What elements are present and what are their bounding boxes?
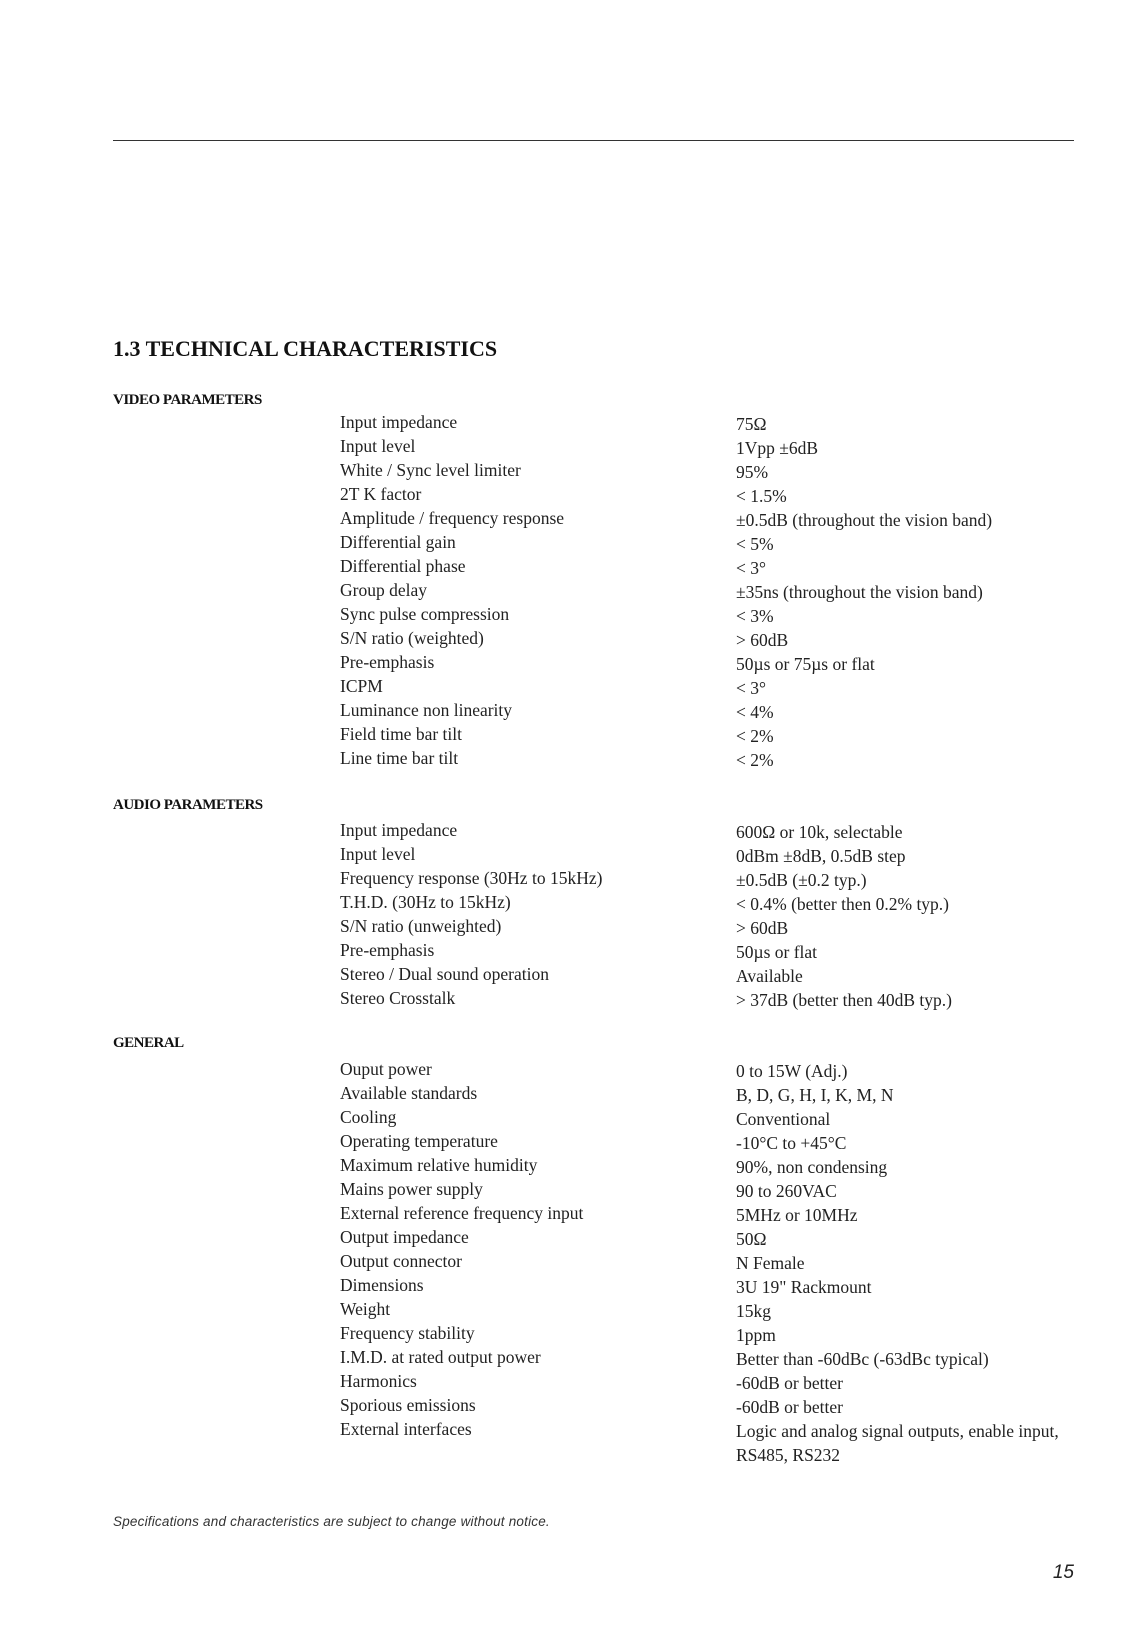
spec-row: [0, 820, 1127, 844]
spec-label: Cooling: [340, 1107, 397, 1127]
spec-value: 75Ω: [736, 414, 767, 434]
spec-label: Pre-emphasis: [340, 940, 435, 960]
spec-list: [0, 1059, 1127, 1467]
spec-label: Output impedance: [340, 1227, 469, 1247]
spec-label: Maximum relative humidity: [340, 1155, 538, 1175]
spec-row: [0, 892, 1127, 916]
spec-row: [0, 844, 1127, 868]
spec-row: [0, 1203, 1127, 1227]
spec-row: [0, 1131, 1127, 1155]
spec-value: 3U 19" Rackmount: [736, 1277, 872, 1297]
page-number: 15: [1052, 1562, 1074, 1583]
spec-value: B, D, G, H, I, K, M, N: [736, 1085, 894, 1105]
spec-value: 90 to 260VAC: [736, 1181, 837, 1201]
spec-label: I.M.D. at rated output power: [340, 1347, 541, 1367]
spec-row: [0, 436, 1127, 460]
spec-value: Better than -60dBc (-63dBc typical): [736, 1349, 989, 1369]
section-heading: GENERAL: [113, 1035, 184, 1051]
spec-value: 1ppm: [736, 1325, 776, 1345]
spec-row: [0, 484, 1127, 508]
spec-label: White / Sync level limiter: [340, 460, 521, 480]
spec-row: [0, 652, 1127, 676]
spec-row: [0, 988, 1127, 1012]
spec-label: Input level: [340, 436, 416, 456]
spec-value: ±35ns (throughout the vision band): [736, 582, 983, 602]
spec-value: -60dB or better: [736, 1373, 843, 1393]
spec-row: [0, 1395, 1127, 1419]
spec-label: External reference frequency input: [340, 1203, 584, 1223]
spec-value: < 2%: [736, 750, 774, 770]
spec-row: [0, 1323, 1127, 1347]
spec-row: [0, 916, 1127, 940]
spec-row: [0, 460, 1127, 484]
spec-row: [0, 508, 1127, 532]
spec-row: [0, 1179, 1127, 1203]
spec-label: Group delay: [340, 580, 427, 600]
spec-label: Frequency response (30Hz to 15kHz): [340, 868, 603, 888]
spec-value: ±0.5dB (throughout the vision band): [736, 510, 993, 530]
spec-row: [0, 1083, 1127, 1107]
spec-row: [0, 1059, 1127, 1083]
spec-row: [0, 1107, 1127, 1131]
spec-label: External interfaces: [340, 1419, 472, 1439]
spec-row: [0, 964, 1127, 988]
spec-value: < 5%: [736, 534, 774, 554]
spec-row: [0, 1371, 1127, 1395]
spec-value: -60dB or better: [736, 1397, 843, 1417]
spec-row: [0, 580, 1127, 604]
spec-value: Conventional: [736, 1109, 831, 1129]
spec-value: 5MHz or 10MHz: [736, 1205, 858, 1225]
spec-value: > 37dB (better then 40dB typ.): [736, 990, 952, 1010]
spec-label: Mains power supply: [340, 1179, 483, 1199]
spec-value: < 3°: [736, 558, 766, 578]
section-heading: VIDEO PARAMETERS: [113, 392, 262, 408]
spec-label: Frequency stability: [340, 1323, 475, 1343]
spec-value: 600Ω or 10k, selectable: [736, 822, 903, 842]
spec-value: 50µs or 75µs or flat: [736, 654, 875, 674]
spec-label: Input level: [340, 844, 416, 864]
spec-label: Output connector: [340, 1251, 462, 1271]
spec-value: 1Vpp ±6dB: [736, 438, 819, 458]
spec-label: Available standards: [340, 1083, 478, 1103]
spec-value: < 3°: [736, 678, 766, 698]
spec-value: ±0.5dB (±0.2 typ.): [736, 870, 867, 890]
spec-label: Input impedance: [340, 412, 458, 432]
spec-value: 15kg: [736, 1301, 771, 1321]
spec-label: 2T K factor: [340, 484, 422, 504]
spec-value: > 60dB: [736, 630, 789, 650]
spec-row: [0, 940, 1127, 964]
spec-row: [0, 1299, 1127, 1323]
spec-value: -10°C to +45°C: [736, 1133, 847, 1153]
spec-label: Luminance non linearity: [340, 700, 513, 720]
spec-value: < 2%: [736, 726, 774, 746]
spec-label: Stereo Crosstalk: [340, 988, 456, 1008]
spec-row: [0, 676, 1127, 700]
spec-row: [0, 532, 1127, 556]
spec-row: [0, 1251, 1127, 1275]
spec-row: [0, 700, 1127, 724]
spec-value: < 3%: [736, 606, 774, 626]
spec-row: [0, 1155, 1127, 1179]
spec-row: [0, 1275, 1127, 1299]
spec-label: Ouput power: [340, 1059, 432, 1079]
spec-label: Sync pulse compression: [340, 604, 510, 624]
spec-label: Harmonics: [340, 1371, 417, 1391]
spec-value: 0dBm ±8dB, 0.5dB step: [736, 846, 906, 866]
spec-label: S/N ratio (unweighted): [340, 916, 502, 936]
spec-label: Line time bar tilt: [340, 748, 459, 768]
spec-label: T.H.D. (30Hz to 15kHz): [340, 892, 511, 912]
spec-row: [0, 868, 1127, 892]
spec-label: S/N ratio (weighted): [340, 628, 484, 648]
spec-value: Logic and analog signal outputs, enable input, RS485, RS232: [736, 1421, 1059, 1465]
spec-label: Field time bar tilt: [340, 724, 462, 744]
spec-value: < 4%: [736, 702, 774, 722]
spec-label: Sporious emissions: [340, 1395, 476, 1415]
spec-row: [0, 724, 1127, 748]
spec-row: [0, 1419, 1127, 1467]
spec-value: 0 to 15W (Adj.): [736, 1061, 848, 1081]
spec-row: [0, 412, 1127, 436]
section-heading: AUDIO PARAMETERS: [113, 797, 263, 813]
spec-label: Input impedance: [340, 820, 458, 840]
spec-value: < 1.5%: [736, 486, 787, 506]
spec-row: [0, 628, 1127, 652]
spec-row: [0, 556, 1127, 580]
spec-row: [0, 1347, 1127, 1371]
spec-label: ICPM: [340, 676, 383, 696]
spec-value: 50Ω: [736, 1229, 767, 1249]
spec-label: Operating temperature: [340, 1131, 498, 1151]
spec-label: Stereo / Dual sound operation: [340, 964, 549, 984]
spec-row: [0, 604, 1127, 628]
spec-value: Available: [736, 966, 803, 986]
spec-value: 90%, non condensing: [736, 1157, 888, 1177]
spec-value: < 0.4% (better then 0.2% typ.): [736, 894, 950, 914]
spec-label: Differential phase: [340, 556, 466, 576]
spec-label: Differential gain: [340, 532, 456, 552]
spec-list: [0, 412, 1127, 772]
spec-value: > 60dB: [736, 918, 789, 938]
spec-label: Amplitude / frequency response: [340, 508, 565, 528]
spec-list: [0, 820, 1127, 1012]
spec-row: [0, 748, 1127, 772]
spec-value: 95%: [736, 462, 769, 482]
page-title: 1.3 TECHNICAL CHARACTERISTICS: [113, 336, 498, 361]
spec-label: Weight: [340, 1299, 391, 1319]
spec-label: Pre-emphasis: [340, 652, 435, 672]
header-rule: [113, 140, 1074, 141]
spec-value: 50µs or flat: [736, 942, 818, 962]
spec-row: [0, 1227, 1127, 1251]
spec-value: N Female: [736, 1253, 805, 1273]
spec-label: Dimensions: [340, 1275, 424, 1295]
footnote: Specifications and characteristics are subject to change without notice.: [113, 1514, 550, 1529]
